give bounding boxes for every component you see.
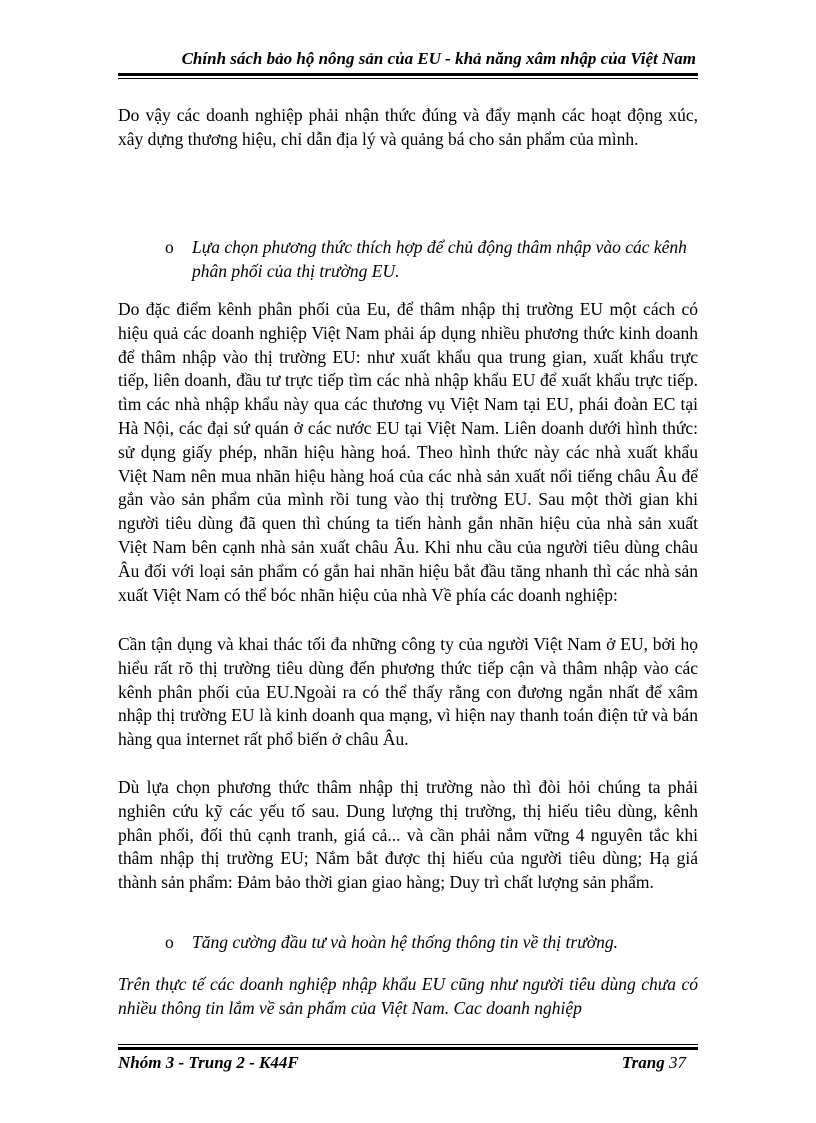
bullet-text-1: Lựa chọn phương thức thích hợp để chủ động thâm nhập vào các kênh phân phối của thị trường EU. xyxy=(192,237,687,281)
paragraph-2: Do đặc điểm kênh phân phối của Eu, để thâm nhập thị trường EU một cách có hiệu quả các doanh nghiệp Việt Nam phải áp dụng nhiều phương thức kinh doanh để thâm nhập vào thị trường EU: như xuất khẩu qua trung gian, xuất khẩu trực tiếp, liên doanh, đầu tư trực tiếp tìm các nhà nhập khẩu EU để xuất khẩu trực tiếp. tìm các nhà nhập khẩu này qua các thương vụ Việt Nam tại EU, phái đoàn EC tại Hà Nội, các đại sứ quán ở các nước EU tại Việt Nam. Liên doanh dưới hình thức: sử dụng giấy phép, nhãn hiệu hàng hoá. Theo hình thức này các nhà xuất khẩu Việt Nam nên mua nhãn hiệu hàng hoá của các nhà sản xuất nổi tiếng châu Âu để gắn vào sản phẩm của mình rồi tung vào thị trường EU. Sau một thời gian khi người tiêu dùng đã quen thì chúng ta tiến hành gắn nhãn hiệu của nhà sản xuất Việt Nam bên cạnh nhà sản xuất châu Âu. Khi nhu cầu của người tiêu dùng châu Âu đối với loại sản phẩm có gắn hai nhãn hiệu bắt đầu tăng nhanh thì các nhà sản xuất Việt Nam có thể bóc nhãn hiệu của nhà Về phía các doanh nghiệp: xyxy=(118,299,698,605)
footer-group-label: Nhóm 3 - Trung 2 - K44F xyxy=(118,1053,299,1072)
bullet-marker: o xyxy=(165,237,174,257)
running-header-title: Chính sách bảo hộ nông sản của EU - khả năng xâm nhập của Việt Nam xyxy=(181,49,696,68)
bullet-item-1 xyxy=(165,236,700,284)
footer-rule-thin xyxy=(118,1044,698,1045)
paragraph-4: Dù lựa chọn phương thức thâm nhập thị trường nào thì đòi hỏi chúng ta phải nghiên cứu kỹ các yếu tố sau. Dung lượng thị trường, thị hiếu tiêu dùng, kênh phân phối, đối thủ cạnh tranh, giá cả... và cần phải nắm vững 4 nguyên tắc khi thâm nhập thị trường EU; Nắm bắt được thị hiếu của người tiêu dùng; Hạ giá thành sản phẩm: Đảm bảo thời gian giao hàng; Duy trì chất lượng sản phẩm. xyxy=(118,777,698,893)
bullet-item-2 xyxy=(165,931,700,955)
footer-page-indicator xyxy=(622,1053,686,1073)
page-label: Trang xyxy=(621,1053,665,1072)
bullet-marker: o xyxy=(165,932,174,952)
paragraph-3: Cần tận dụng và khai thác tối đa những công ty của người Việt Nam ở EU, bởi họ hiểu rất rõ thị trường tiêu dùng đến phương thức tiếp cận và thâm nhập vào các kênh phân phối của EU.Ngoài ra có thể thấy rằng con đương ngắn nhất để xâm nhập thị trường EU là kinh doanh qua mạng, vì hiện nay thanh toán điện tử và bán hàng qua internet rất phổ biến ở châu Âu. xyxy=(118,634,698,750)
header-rule-thin xyxy=(118,78,698,79)
bullet-text-2: Tăng cường đầu tư và hoàn hệ thống thông tin về thị trường. xyxy=(192,932,618,952)
footer-rule-thick xyxy=(118,1047,698,1050)
paragraph-1: Do vậy các doanh nghiệp phải nhận thức đúng và đẩy mạnh các hoạt động xúc, xây dựng thương hiệu, chỉ dẫn địa lý và quảng bá cho sản phẩm của mình. xyxy=(118,105,698,149)
page-number: 37 xyxy=(669,1053,686,1072)
paragraph-5: Trên thực tế các doanh nghiệp nhập khẩu EU cũng như người tiêu dùng chưa có nhiều thông tin lắm về sản phẩm của Việt Nam. Cac doanh nghiệp xyxy=(118,974,698,1018)
header-rule-thick xyxy=(118,73,698,76)
